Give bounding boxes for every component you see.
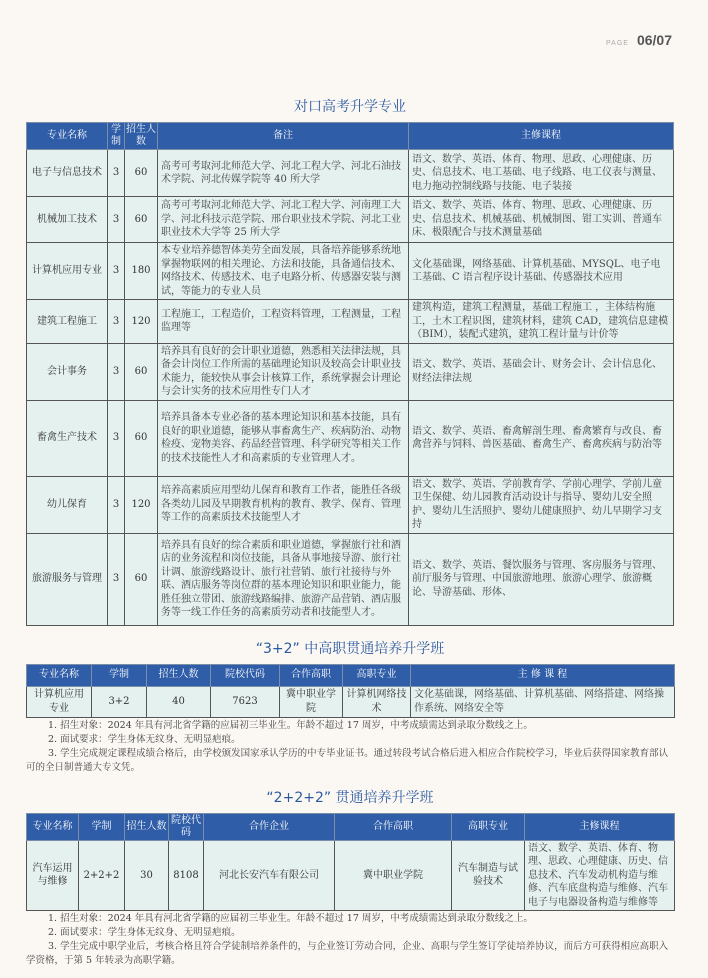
table-cell: 60: [125, 343, 158, 400]
table-cell: 电子与信息技术: [27, 150, 108, 197]
table-cell: 文化基础课，网络基础、计算机基础、网络搭建、网络操作系统、网络安全等: [411, 686, 675, 717]
table-cell: 建筑构造，建筑工程测量，基础工程施工 ，主体结构施工，土木工程识图，建筑材料，建筑 CAD，建筑信息建模（BIM），装配式建筑，建筑工程计量与计价等: [409, 300, 674, 344]
note-item: 3. 学生完成规定课程成绩合格后，由学校颁发国家承认学历的中专毕业证书。通过转段考试合格后进入相应合作院校学习，毕业后获得国家教育部认可的全日制普通大专文凭。: [26, 747, 669, 773]
section-title-2: “3+2” 中高职贯通培养升学班: [255, 640, 445, 657]
table-row: [27, 476, 674, 533]
table-cell: 机械加工技术: [27, 197, 108, 243]
column-header: 学制: [108, 123, 125, 150]
section-title-3: “2+2+2” 贯通培养升学班: [266, 789, 434, 806]
column-header: 专业名称: [27, 664, 92, 686]
table-cell: 计算机应用专业: [27, 243, 108, 300]
page-number: [606, 32, 672, 48]
note-item: 1. 招生对象：2024 年具有河北省学籍的应届初三毕业生。年龄不超过 17 周岁，中考成绩需达到录取分数线之上。: [48, 913, 533, 924]
table-cell: 汽车制造与试验技术: [452, 840, 525, 911]
column-header: 招生人数: [147, 664, 211, 686]
note-item: 1. 招生对象：2024 年具有河北省学籍的应届初三毕业生。年龄不超过 17 周岁，中考成绩需达到录取分数线之上。: [48, 719, 533, 731]
table-row: [27, 197, 674, 243]
table-cell: 工程施工，工程造价，工程资料管理，工程测量，工程监理等: [158, 300, 409, 344]
column-header: 主修课程: [525, 813, 675, 840]
table-cell: 本专业培养德智体美劳全面发展，具备培养能够系统地掌握物联网的相关理论、方法和技能，具备通信技术、网络技术、传感技术、电子电路分析、传感器安装与测试，等能力的专业人员: [158, 243, 409, 300]
table-cell: 计算机应用专业: [27, 686, 92, 717]
table-cell: 汽车运用与维修: [27, 840, 79, 911]
table-cell: 3: [108, 197, 125, 243]
table-row: [27, 243, 674, 300]
table-cell: 会计事务: [27, 343, 108, 400]
table-cell: 计算机网络技术: [343, 686, 411, 717]
column-header: 专业名称: [27, 123, 108, 150]
table-cell: 冀中职业学院: [335, 840, 452, 911]
table-cell: 40: [147, 686, 211, 717]
notes-2plus2plus2: [26, 912, 676, 968]
column-header: 备注: [158, 123, 409, 150]
notes-3plus2: [26, 719, 676, 775]
header-row: [27, 123, 674, 150]
table-cell: 3+2: [92, 686, 147, 717]
note-item: 2. 面试要求：学生身体无纹身、无明显疤痕。: [48, 927, 241, 938]
column-header: 合作高职: [335, 813, 452, 840]
table-cell: 冀中职业学院: [280, 686, 343, 717]
column-header: 合作企业: [204, 813, 335, 840]
table-cell: 3: [108, 243, 125, 300]
table-cell: 文化基础课，网络基础、计算机基础、MYSQL、电子电工基础、C 语言程序设计基础、传感器技术应用: [409, 243, 674, 300]
table-cell: 3: [108, 533, 125, 625]
table-cell: 3: [108, 300, 125, 344]
section-title-1: 对口高考升学专业: [294, 99, 406, 115]
table-cell: 语文、数学、英语、体育、物理、思政、心理健康、历史、信息技术、汽车发动机构造与维修、汽车底盘构造与维修、汽车电子与电器设备构造与维修等: [525, 840, 675, 911]
table-row: [27, 533, 674, 625]
column-header: 高职专业: [343, 664, 411, 686]
table-row: [27, 400, 674, 476]
table-cell: 语文、数学、英语、学前教育学、学前心理学、学前儿童卫生保健、幼儿园教育活动设计与指导、婴幼儿安全照护、婴幼儿生活照护、婴幼儿健康照护、幼儿早期学习支持: [409, 476, 674, 533]
header-row: [27, 664, 675, 686]
table-cell: 语文、数学、英语、餐饮服务与管理、客房服务与管理、前厅服务与管理、中国旅游地理、旅游心理学、旅游概论、导游基础、形体、: [409, 533, 674, 625]
column-header: 招生人数: [125, 123, 158, 150]
table-cell: 3: [108, 343, 125, 400]
table-cell: 3: [108, 476, 125, 533]
table-cell: 高考可考取河北师范大学、河北工程大学、河南理工大学、河北科技示范学院、邢台职业技术学院、河北工业职业技术大学等 25 所大学: [158, 197, 409, 243]
table-row: [27, 343, 674, 400]
page-label: PAGE: [606, 40, 629, 47]
table-cell: 3: [108, 400, 125, 476]
table-cell: 培养具备本专业必备的基本理论知识和基本技能，具有良好的职业道德，能够从事畜禽生产、疾病防治、动物检疫、宠物美容、药品经营管理、科学研究等相关工作的技术技能性人才和高素质的专业管理人才。: [158, 400, 409, 476]
table-cell: 60: [125, 150, 158, 197]
table-cell: 语文、数学、英语、畜禽解剖生理、畜禽繁育与改良、畜禽营养与饲料、兽医基础、畜禽生产、畜禽疾病与防治等: [409, 400, 674, 476]
table-vocational-exam: [26, 122, 674, 626]
table-cell: 语文、数学、英语、体育、物理、思政、心理健康、历史、信息技术、机械基础、机械制图、钳工实训、普通车床、极限配合与技术测量基础: [409, 197, 674, 243]
table-row: [27, 840, 675, 911]
table-cell: 3: [108, 150, 125, 197]
table-cell: 180: [125, 243, 158, 300]
table-cell: 河北长安汽车有限公司: [204, 840, 335, 911]
column-header: 学制: [79, 813, 125, 840]
column-header: 专业名称: [27, 813, 79, 840]
table-cell: 60: [125, 197, 158, 243]
table-cell: 8108: [169, 840, 204, 911]
table-cell: 旅游服务与管理: [27, 533, 108, 625]
table-cell: 培养具有良好的会计职业道德，熟悉相关法律法规，具备会计岗位工作所需的基础理论知识及较高会计职业技术能力，能较快从事会计核算工作，系统掌握会计理论与会计实务的技术应用性专门人才: [158, 343, 409, 400]
table-cell: 60: [125, 400, 158, 476]
table-cell: 培养具有良好的综合素质和职业道德，掌握旅行社和酒店的业务流程和岗位技能，具备从事地接导游、旅行社计调、旅游线路设计、旅行社营销、旅行社接待与外联、酒店服务等岗位群的基本理论知识和职业能力，能胜任独立带团、旅游线路编排、旅游产品营销、酒店服务等一线工作任务的高素质劳动者和技能型人才。: [158, 533, 409, 625]
table-cell: 60: [125, 533, 158, 625]
table-row: [27, 150, 674, 197]
table-cell: 120: [125, 476, 158, 533]
column-header: 主修课程: [409, 123, 674, 150]
column-header: 学制: [92, 664, 147, 686]
table-cell: 畜禽生产技术: [27, 400, 108, 476]
table-row: [27, 686, 675, 717]
column-header: 高职专业: [452, 813, 525, 840]
table-2plus2plus2: [26, 813, 675, 912]
header-row: [27, 813, 675, 840]
table-3plus2: [26, 664, 675, 718]
column-header: 合作高职: [280, 664, 343, 686]
table-cell: 120: [125, 300, 158, 344]
table-cell: 高考可考取河北师范大学、河北工程大学、河北石油技术学院、河北传媒学院等 40 所大学: [158, 150, 409, 197]
table-cell: 建筑工程施工: [27, 300, 108, 344]
table-row: [27, 300, 674, 344]
column-header: 院校代码: [211, 664, 280, 686]
table-cell: 语文、数学、英语、体育、物理、思政、心理健康、历史、信息技术、电工基础、电子线路、电工仪表与测量、电力拖动控制线路与技能、电子装接: [409, 150, 674, 197]
note-item: 2. 面试要求：学生身体无纹身、无明显疤痕。: [48, 733, 241, 745]
column-header: 主 修 课 程: [411, 664, 675, 686]
table-cell: 语文、数学、英语、基础会计、财务会计、会计信息化、财经法律法规: [409, 343, 674, 400]
page-num: 06/07: [636, 32, 672, 48]
table-cell: 培养高素质应用型幼儿保育和教育工作者，能胜任各级各类幼儿园及早期教育机构的教育、教学、保育、管理等工作的高素质技术技能型人才: [158, 476, 409, 533]
table-cell: 7623: [211, 686, 280, 717]
table-cell: 2+2+2: [79, 840, 125, 911]
column-header: 招生人数: [125, 813, 169, 840]
table-cell: 30: [125, 840, 169, 911]
table-cell: 幼儿保育: [27, 476, 108, 533]
column-header: 院校代码: [169, 813, 204, 840]
note-item: 3. 学生完成中职学业后，考核合格且符合学徒制培养条件的，与企业签订劳动合同，企业、高职与学生签订学徒培养协议，而后方可获得相应高职入学资格，于第 5 年转录为高职学籍。: [26, 941, 669, 966]
